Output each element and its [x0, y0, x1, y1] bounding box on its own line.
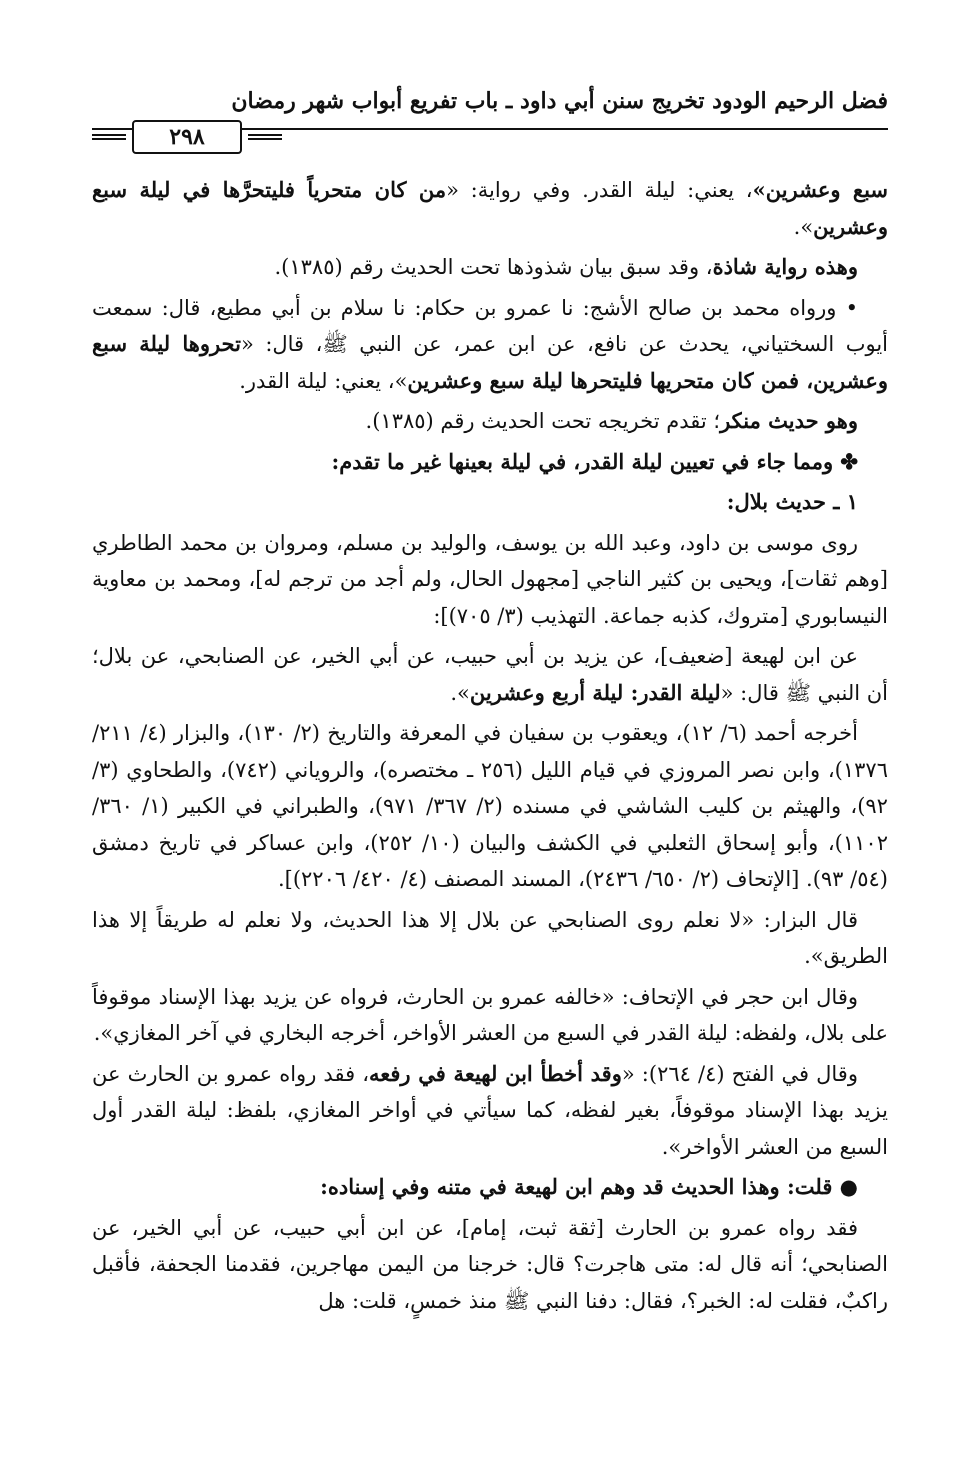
bold-text-segment: سبع وعشرين» — [752, 177, 888, 202]
text-segment: »، يعني: ليلة القدر. — [239, 368, 408, 393]
page-number-frame — [132, 120, 242, 154]
text-segment: قال البزار: «لا نعلم روى الصنابحي عن بلال إلا هذا الحديث، ولا نعلم له طريقاً إلا هذا الطريق». — [92, 907, 888, 968]
bold-text-segment: ١ ـ حديث بلال: — [726, 489, 858, 514]
paragraph — [92, 172, 888, 245]
text-segment: وقال ابن حجر في الإتحاف: «خالفه عمرو بن الحارث، فرواه عن يزيد بهذا الإسناد موقوفاً على بلال، ولفظه: ليلة القدر في السبع من العشر الأواخر، أخرجه البخاري في آخر المغازي». — [92, 984, 888, 1045]
text-segment: روى موسى بن داود، وعبد الله بن يوسف، والوليد بن مسلم، ومروان بن محمد الطاطري [وهم ثقات]، ويحيى بن كثير الناجي [مجهول الحال، ولم أجد من ترجم له]، ومحمد بن معاوية النيسابوري [متروك، كذبه جماعة. التهذيب (٣/ ٧٠٥)]: — [92, 530, 888, 628]
text-segment: ، فقد رواه عمرو بن الحارث عن يزيد بهذا الإسناد موقوفاً، بغير لفظه، كما سيأتي في أواخر المغازي، بلفظ: ليلة القدر أول السبع من العشر الأواخر». — [92, 1061, 888, 1159]
text-segment: ». — [450, 680, 470, 705]
paragraph — [92, 902, 888, 975]
paragraph — [92, 638, 888, 711]
text-segment: ، وقد سبق بيان شذوذها تحت الحديث رقم (١٣٨٥). — [274, 255, 713, 279]
paragraph — [92, 1056, 888, 1166]
bold-text-segment: ليلة القدر: ليلة أربع وعشرين — [469, 679, 721, 705]
bold-text-segment: من كان متحرياً فليتحرَّها في ليلة سبع وعشرين — [92, 177, 888, 239]
text-segment: عن ابن لهيعة [ضعيف]، عن يزيد بن أبي حبيب، عن أبي الخير، عن الصنابحي، عن بلال؛ أن النبي ﷺ قال: « — [92, 644, 888, 705]
page-number-badge — [92, 120, 282, 154]
paragraph — [92, 1210, 888, 1320]
text-segment: ؛ تقدم تخريجه تحت الحديث رقم (١٣٨٥). — [365, 409, 721, 433]
bold-text-segment: وهو حديث منكر — [720, 408, 858, 433]
text-segment: وقال في الفتح (٤/ ٢٦٤): « — [621, 1061, 858, 1086]
paragraph — [92, 444, 888, 481]
page-header — [92, 88, 888, 150]
paragraph — [92, 979, 888, 1052]
paragraph — [92, 484, 888, 521]
text-segment: • ورواه محمد بن صالح الأشج: نا عمرو بن حكام: نا سلام بن أبي مطيع، قال: سمعت أيوب السختياني، يحدث عن نافع، عن ابن عمر، عن النبي ﷺ، قال: « — [92, 295, 889, 356]
text-segment: ، يعني: ليلة القدر. وفي رواية: « — [446, 178, 753, 202]
page-body — [92, 172, 888, 1323]
paragraph — [92, 290, 888, 400]
paragraph — [92, 525, 888, 635]
bold-text-segment: تحروها ليلة سبع وعشرين، فمن كان متحريها فليتحرها ليلة سبع وعشرين — [92, 331, 888, 393]
page-number: ٢٩٨ — [169, 124, 205, 150]
text-segment: أخرجه أحمد (٦/ ١٢)، ويعقوب بن سفيان في المعرفة والتاريخ (٢/ ١٣٠)، والبزار (٤/ ٢١١/ ١٣٧٦)، وابن نصر المروزي في قيام الليل (٢٥٦ ـ مختصره)، والروياني (٧٤٢)، والطحاوي (٣/ ٩٢)، والهيثم بن كليب الشاشي في مسنده (٢/ ٣٦٧/ ٩٧١)، والطبراني في الكبير (١/ ٣٦٠/ ١١٠٢)، وأبو إسحاق الثعلبي في الكشف والبيان (١٠/ ٢٥٢)، وابن عساكر في تاريخ دمشق (٥٤/ ٩٣). [الإتحاف (٢/ ٦٥٠/ ٢٤٣٦)، المسند المصنف (٤/ ٤٢٠/ ٢٢٠٦)]. — [92, 721, 888, 891]
bold-text-segment: ✤ ومما جاء في تعيين ليلة القدر، في ليلة بعينها غير ما تقدم: — [331, 448, 858, 474]
text-segment: ». — [793, 214, 814, 239]
text-segment: فقد رواه عمرو بن الحارث [ثقة ثبت، إمام]، عن ابن أبي حبيب، عن أبي الخير، عن الصنابحي؛ أنه قال له: متى هاجرت؟ قال: خرجنا من اليمن مهاجرين، فقدمنا الجحفة، فأقبل راكبٌ، فقلت له: الخبر؟، فقال: دفنا النبي ﷺ منذ خمسٍ، قلت: هل — [92, 1215, 888, 1313]
running-title: فضل الرحيم الودود تخريج سنن أبي داود ـ باب تفريع أبواب شهر رمضان — [231, 88, 888, 114]
paragraph — [92, 715, 888, 898]
badge-dash-right — [248, 134, 282, 140]
paragraph — [92, 1169, 888, 1206]
badge-dash-left — [92, 134, 126, 140]
paragraph — [92, 249, 888, 286]
bold-text-segment: وهذه رواية شاذة — [712, 254, 858, 279]
bold-text-segment: ● قلت: وهذا الحديث قد وهم ابن لهيعة في متنه وفي إسناده: — [320, 1174, 858, 1199]
paragraph — [92, 403, 888, 440]
bold-text-segment: وقد أخطأ ابن لهيعة في رفعه — [368, 1060, 622, 1086]
